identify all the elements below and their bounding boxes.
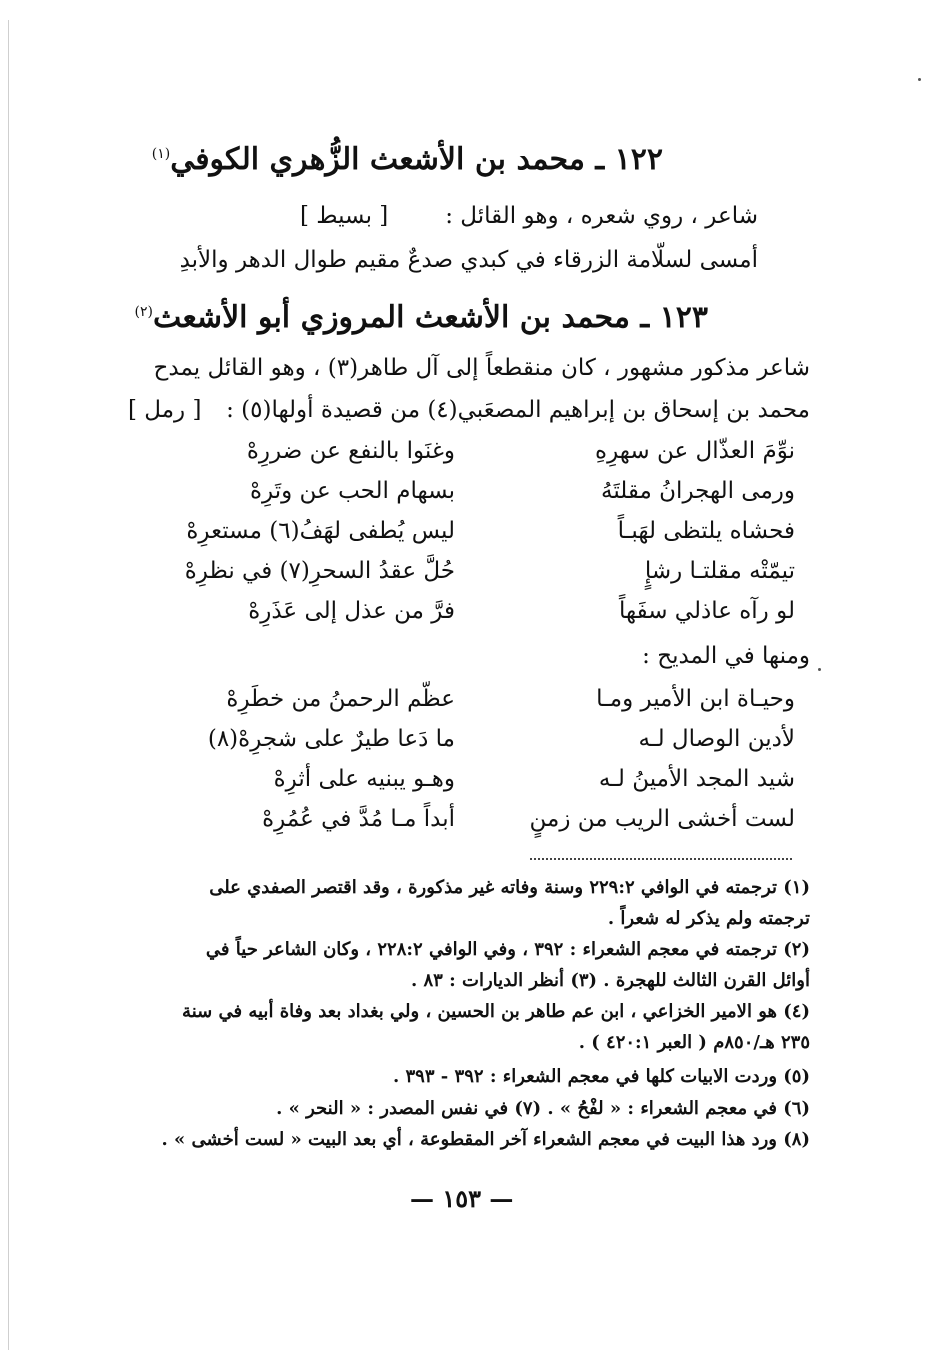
page-number: — ١٥٣ — bbox=[410, 1184, 514, 1213]
entry-122-intro-text: شاعر ، روي شعره ، وهو القائل : bbox=[445, 203, 758, 229]
verse-sadr: ورمى الهجرانُ مقلتَهُ bbox=[601, 478, 795, 504]
verse-sadr: نوِّمَ العذّال عن سهرِهِ bbox=[595, 438, 795, 464]
footnote-ref-1: (١) bbox=[151, 146, 171, 162]
verse-row bbox=[155, 438, 795, 478]
verse-row bbox=[155, 518, 795, 558]
verse-sadr: فحشاه يلتظى لهَبـاً bbox=[617, 518, 795, 544]
footnote-line: (٥) وردت الابيات كلها في معجم الشعراء : ٣٩٢ - ٣٩٣ . bbox=[392, 1066, 810, 1087]
verse-ajuz: وغنَوا بالنفع عن ضررِهْ bbox=[246, 438, 455, 464]
verse-ajuz: عظّم الرحمنُ من خطَرِهْ bbox=[226, 686, 455, 712]
verse-row bbox=[155, 766, 795, 806]
verse-sadr: تيمّتْه مقلتـا رشإٍ bbox=[644, 558, 795, 584]
verse-row bbox=[155, 478, 795, 518]
verse-row bbox=[155, 558, 795, 598]
madih-intro bbox=[642, 643, 810, 669]
verse-ajuz: حُلَّ عقدُ السحرِ(٧) في نظرِهْ bbox=[184, 558, 455, 584]
entry-123-meter bbox=[128, 397, 201, 423]
footnote-line: (٢) ترجمته في معجم الشعراء : ٣٩٢ ، وفي الوافي ٢٢٨:٢ ، وكان الشاعر حياً في bbox=[205, 939, 810, 960]
verse-ajuz: ما دَعا طيرٌ على شجرِهْ(٨) bbox=[207, 726, 455, 752]
footnote-separator bbox=[530, 858, 792, 860]
verse-ajuz: فرَّ من عذل إلى عَذَرِهْ bbox=[248, 598, 455, 624]
footnote-line: ترجمته ولم يذكر له شعراً . bbox=[607, 908, 810, 929]
verse-sadr: لو رآه عاذلي سفَهاً bbox=[618, 598, 795, 624]
intro-text: محمد بن إسحاق بن إبراهيم المصعَبي(٤) من قصيدة أولها(٥) : bbox=[226, 397, 810, 423]
verse-sadr: لست أخشى الريب من زمنٍ bbox=[529, 806, 795, 832]
verse-row bbox=[155, 726, 795, 766]
entry-123-title bbox=[135, 300, 708, 335]
verse-row bbox=[155, 806, 795, 846]
footnote-line: (٤) هو الامير الخزاعي ، ابن عم طاهر بن الحسين ، ولي بغداد بعد وفاة أبيه في سنة bbox=[182, 1001, 810, 1022]
entry-122-verse bbox=[180, 247, 758, 273]
verse-text: أمسى لسلّامة الزرقاء في كبدي صدعٌ مقيم طوال الدهر والأبدِ bbox=[179, 247, 758, 273]
verse-row bbox=[155, 686, 795, 726]
entry-122-intro bbox=[445, 203, 758, 229]
entry-122-meter bbox=[300, 203, 388, 229]
footnote-line: (١) ترجمته في الوافي ٢٢٩:٢ وسنة وفاته غير مذكورة ، وقد اقتصر الصفدي على bbox=[209, 877, 810, 898]
entry-122-title-text: ١٢٢ ـ محمد بن الأشعث الزُّهري الكوفي bbox=[170, 142, 663, 177]
verse-ajuz: أبداً مـا مُدَّ في عُمُرِهْ bbox=[262, 806, 455, 832]
scan-edge-left bbox=[8, 20, 9, 1350]
entry-123-intro-line-2 bbox=[226, 397, 810, 423]
entry-123-intro-line-1 bbox=[154, 355, 810, 381]
footnote-line: أوائل القرن الثالث للهجرة . (٣) أنظر الديارات : ٨٣ . bbox=[410, 970, 810, 991]
footnote-line: (٦) في معجم الشعراء : « لفْحُ » . (٧) في نفس المصدر : « النحر » . bbox=[276, 1098, 810, 1119]
verse-sadr: شيد المجد الأمينُ لـه bbox=[598, 766, 795, 792]
entry-122-title bbox=[152, 142, 663, 177]
verse-row bbox=[155, 598, 795, 638]
footnote-line: ٢٣٥ هـ/٨٥٠م ( العبر ٤٢٠:١ ) . bbox=[578, 1032, 810, 1053]
intro-text: شاعر مذكور مشهور ، كان منقطعاً إلى آل طاهر(٣) ، وهو القائل يمدح bbox=[153, 355, 810, 381]
madih-intro-text: ومنها في المديح : bbox=[642, 643, 810, 669]
verse-ajuz: ليس يُطفى لهَفُ(٦) مستعرِهْ bbox=[186, 518, 455, 544]
footnote-line: (٨) ورد هذا البيت في معجم الشعراء آخر المقطوعة ، أي بعد البيت « لست أخشى » . bbox=[161, 1129, 810, 1150]
verse-sadr: وحيـاة ابن الأمير ومـا bbox=[596, 686, 795, 712]
scan-speck bbox=[818, 668, 821, 671]
verse-ajuz: وهـو يبنيه على أثرِهْ bbox=[273, 766, 455, 792]
footnote-ref-2: (٢) bbox=[134, 304, 153, 320]
verse-sadr: لأدين الوصال لـه bbox=[638, 726, 795, 752]
verse-ajuz: بسهام الحب عن وتَرِهْ bbox=[249, 478, 455, 504]
meter-ramal: [ رمل ] bbox=[128, 397, 202, 423]
meter-basit: [ بسيط ] bbox=[300, 203, 389, 229]
scan-speck bbox=[918, 78, 921, 81]
entry-123-title-text: ١٢٣ ـ محمد بن الأشعث المروزي أبو الأشعث bbox=[153, 300, 708, 335]
